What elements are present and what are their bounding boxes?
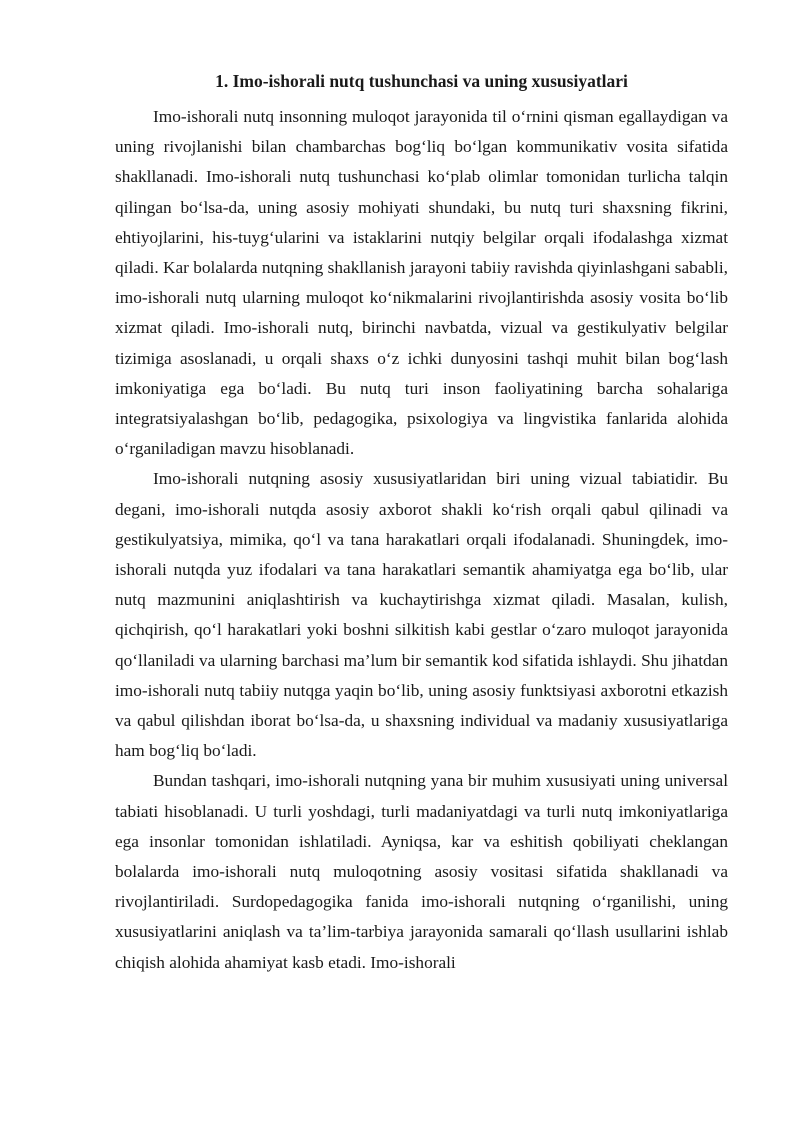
page-content	[115, 66, 728, 978]
section-heading: 1. Imo-ishorali nutq tushunchasi va uning xususiyatlari	[215, 71, 628, 91]
paragraph-2: Imo-ishorali nutqning asosiy xususiyatlaridan biri uning vizual tabiatidir. Bu degani, imo-ishorali nutqda asosiy axborot shakli ko‘rish orqali qabul qilinadi va gestikulyatsiya, mimika, qo‘l va tana harakatlari orqali ifodalanadi. Shuningdek, imo-ishorali nutqda yuz ifodalari va tana harakatlari semantik ahamiyatga ega bo‘lib, ular nutq mazmunini aniqlashtirish va kuchaytirishga xizmat qiladi. Masalan, kulish, qichqirish, qo‘l harakatlari yoki boshni silkitish kabi gestlar o‘zaro muloqot jarayonida qo‘llaniladi va ularning barchasi ma’lum bir semantik kod sifatida ishlaydi. Shu jihatdan imo-ishorali nutq tabiiy nutqga yaqin bo‘lib, uning asosiy funktsiyasi axborotni etkazish va qabul qilishdan iborat bo‘lsa-da, u shaxsning individual va madaniy xususiyatlariga ham bog‘liq bo‘ladi.	[115, 469, 728, 761]
paragraph-1: Imo-ishorali nutq insonning muloqot jarayonida til o‘rnini qisman egallaydigan va uning rivojlanishi bilan chambarchas bog‘liq bo‘lgan kommunikativ vosita sifatida shakllanadi. Imo-ishorali nutq tushunchasi ko‘plab olimlar tomonidan turlicha talqin qilingan bo‘lsa-da, uning asosiy mohiyati shundaki, bu nutq turi shaxsning fikrini, ehtiyojlarini, his-tuyg‘ularini va istaklarini nutqiy belgilar orqali ifodalashga xizmat qiladi. Kar bolalarda nutqning shakllanish jarayoni tabiiy ravishda qiyinlashgani sababli, imo-ishorali nutq ularning muloqot ko‘nikmalarini rivojlantirishda asosiy vosita bo‘lib xizmat qiladi. Imo-ishorali nutq, birinchi navbatda, vizual va gestikulyativ belgilar tizimiga asoslanadi, u orqali shaxs o‘z ichki dunyosini tashqi muhit bilan bog‘lash imkoniyatiga ega bo‘ladi. Bu nutq turi inson faoliyatining barcha sohalariga integratsiyalashgan bo‘lib, pedagogika, psixologiya va lingvistika fanlarida alohida o‘rganiladigan mavzu hisoblanadi.	[115, 107, 728, 459]
paragraph-3: Bundan tashqari, imo-ishorali nutqning yana bir muhim xususiyati uning universal tabiati hisoblanadi. U turli yoshdagi, turli madaniyatdagi va turli nutq imkoniyatlariga ega insonlar tomonidan ishlatiladi. Ayniqsa, kar va eshitish qobiliyati cheklangan bolalarda imo-ishorali nutq muloqotning asosiy vositasi sifatida shakllanadi va rivojlantiriladi. Surdopedagogika fanida imo-ishorali nutqning o‘rganilishi, uning xususiyatlarini aniqlash va ta’lim-tarbiya jarayonida samarali qo‘llash usullarini ishlab chiqish alohida ahamiyat kasb etadi. Imo-ishorali	[115, 771, 728, 972]
